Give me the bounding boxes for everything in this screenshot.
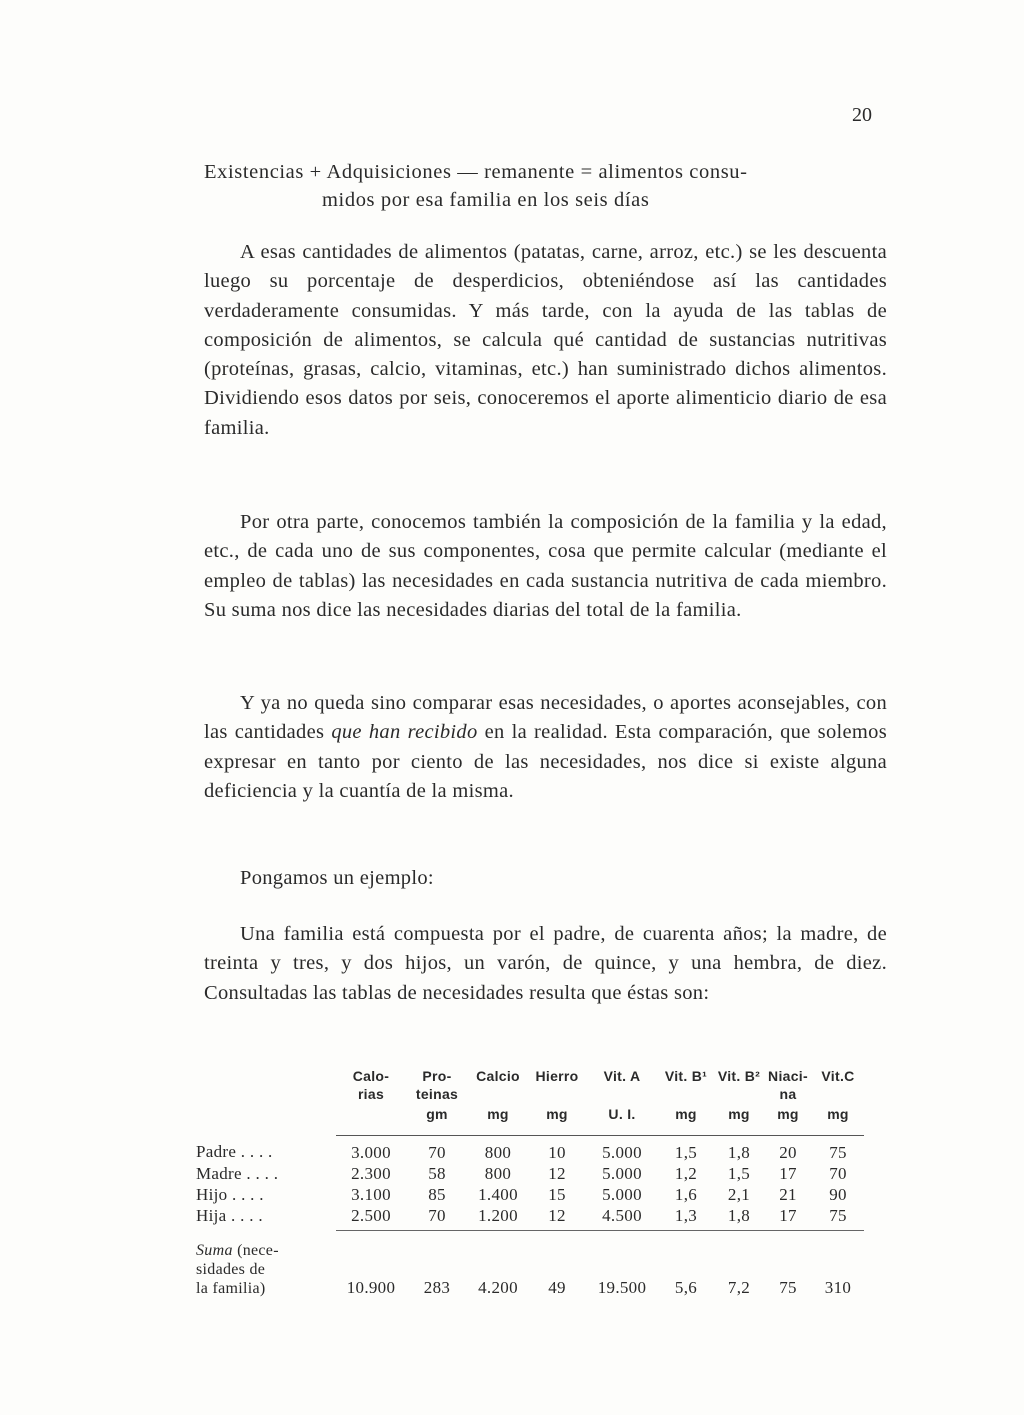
sum-label xyxy=(196,1231,336,1298)
header-unit: U. I. xyxy=(608,1106,636,1122)
table-cell: 1,5 xyxy=(674,1142,698,1162)
header-unit: gm xyxy=(426,1106,448,1122)
paragraph-4-text: Pongamos un ejemplo: xyxy=(240,867,434,889)
table-row xyxy=(196,1136,864,1164)
table-cell: 21 xyxy=(779,1184,797,1204)
header-line: Pro- xyxy=(422,1068,452,1084)
table-cell: 75 xyxy=(829,1142,847,1162)
paragraph-1 xyxy=(204,238,887,443)
sum-cell: 4.200 xyxy=(478,1277,518,1297)
table-cell: 1,3 xyxy=(658,1205,714,1231)
table-header-cell xyxy=(468,1067,528,1136)
paragraph-2 xyxy=(204,508,887,625)
page-number: 20 xyxy=(852,104,872,126)
paragraph-5-text: Una familia está compuesta por el padre, de cuarenta años; la madre, de treinta y tres, y dos hijos, un varón, de quince, y una hembra, de diez. Consultadas las tablas de necesidades resulta que éstas son: xyxy=(204,923,887,1004)
header-line: teinas xyxy=(415,1086,459,1102)
table-cell: 2.300 xyxy=(351,1163,391,1183)
table-cell: 3.000 xyxy=(351,1142,391,1162)
sum-cell: 19.500 xyxy=(597,1277,647,1297)
table-sum-row xyxy=(196,1231,864,1298)
header-line: Calcio xyxy=(476,1068,520,1084)
row-label: Padre . . . . xyxy=(196,1142,273,1162)
row-label: Madre . . . . xyxy=(196,1163,279,1183)
table-cell: 5.000 xyxy=(602,1142,642,1162)
table-header-cell xyxy=(812,1067,864,1136)
table-cell: 12 xyxy=(528,1205,586,1231)
table-cell: 1,5 xyxy=(727,1163,751,1183)
row-label: Hija . . . . xyxy=(196,1205,263,1225)
table-cell: 800 xyxy=(484,1163,512,1183)
row-label: Hijo . . . . xyxy=(196,1184,264,1204)
paragraph-1-text: A esas cantidades de alimentos (patatas, carne, arroz, etc.) se les descuenta luego su porcentaje de desperdicios, obteniéndose así las cantidades verdaderamente consumidas. Y más tarde, con la ayuda de las tablas de composición de alimentos, se calcula qué cantidad de sustancias nutritivas (proteínas, grasas, calcio, vitaminas, etc.) han suministrado dichos alimentos. Dividiendo esos datos por seis, conoceremos el aporte alimenticio diario de esa familia. xyxy=(204,241,887,439)
table-row xyxy=(196,1205,864,1231)
header-line: Calo- xyxy=(352,1068,390,1084)
table-header-cell xyxy=(406,1067,468,1136)
table-cell: 800 xyxy=(484,1142,512,1162)
table-header-cell xyxy=(764,1067,812,1136)
table-cell: 4.500 xyxy=(586,1205,658,1231)
table-cell: 85 xyxy=(428,1184,446,1204)
paragraph-4 xyxy=(204,864,887,893)
table-cell: 1,2 xyxy=(674,1163,698,1183)
paragraph-5 xyxy=(204,920,887,1008)
sum-label-emphasis: Suma xyxy=(196,1241,233,1259)
header-unit: mg xyxy=(675,1106,697,1122)
table-header-cell xyxy=(336,1067,406,1136)
paragraph-3-text-b: en la realidad. Esta comparación, que solemos expresar en tanto por ciento de las necesidades, nos dice si existe alguna deficiencia y la cuantía de la misma. xyxy=(204,721,887,802)
table-header-row xyxy=(196,1067,864,1136)
table-cell: 1,8 xyxy=(714,1205,764,1231)
header-line: Vit. B¹ xyxy=(664,1068,708,1084)
formula-line-2: midos por esa familia en los seis días xyxy=(322,189,650,211)
sum-cell: 310 xyxy=(824,1277,852,1297)
table-cell: 20 xyxy=(779,1142,797,1162)
sum-label-line-1: (nece- xyxy=(232,1241,279,1259)
table-cell: 2,1 xyxy=(727,1184,751,1204)
table-cell: 15 xyxy=(548,1184,566,1204)
header-line: Vit. A xyxy=(603,1068,641,1084)
header-line: Hierro xyxy=(535,1068,579,1084)
table-cell: 17 xyxy=(764,1205,812,1231)
sum-cell: 10.900 xyxy=(346,1277,396,1297)
header-unit: mg xyxy=(777,1106,799,1122)
table-cell: 3.100 xyxy=(351,1184,391,1204)
sum-cell: 75 xyxy=(779,1277,797,1297)
sum-cell: 5,6 xyxy=(674,1277,698,1297)
table-cell: 1.200 xyxy=(468,1205,528,1231)
table-cell: 1,6 xyxy=(674,1184,698,1204)
header-unit: mg xyxy=(546,1106,568,1122)
table-cell: 17 xyxy=(779,1163,797,1183)
table-cell: 75 xyxy=(812,1205,864,1231)
table-row xyxy=(196,1184,864,1205)
table-header-cell xyxy=(658,1067,714,1136)
table-cell: 5.000 xyxy=(602,1184,642,1204)
paragraph-3-emphasis: que han recibido xyxy=(331,721,478,744)
table-cell: 58 xyxy=(428,1163,446,1183)
header-line: Vit.C xyxy=(821,1068,855,1084)
table-header-cell xyxy=(586,1067,658,1136)
table-cell: 12 xyxy=(548,1163,566,1183)
table-cell: 2.500 xyxy=(336,1205,406,1231)
header-line: rias xyxy=(357,1086,385,1102)
sum-label-line-2: sidades de xyxy=(196,1260,266,1278)
table-row xyxy=(196,1163,864,1184)
formula-line-1: Existencias + Adquisiciones — remanente = alimentos consu- xyxy=(204,161,748,183)
header-unit: mg xyxy=(728,1106,750,1122)
table-cell: 70 xyxy=(829,1163,847,1183)
table-cell: 70 xyxy=(406,1205,468,1231)
table-cell: 10 xyxy=(548,1142,566,1162)
table-header-empty xyxy=(196,1067,336,1136)
table-cell: 1.400 xyxy=(478,1184,518,1204)
table-cell: 90 xyxy=(829,1184,847,1204)
table-cell: 70 xyxy=(428,1142,446,1162)
table-cell: 5.000 xyxy=(602,1163,642,1183)
sum-cell: 7,2 xyxy=(727,1277,751,1297)
table-cell: 1,8 xyxy=(727,1142,751,1162)
sum-cell: 49 xyxy=(548,1277,566,1297)
header-line: Vit. B² xyxy=(717,1068,761,1084)
sum-cell: 283 xyxy=(423,1277,451,1297)
table-header-cell xyxy=(714,1067,764,1136)
table-header-cell xyxy=(528,1067,586,1136)
header-line: na xyxy=(779,1086,797,1102)
header-unit: mg xyxy=(487,1106,509,1122)
sum-label-line-3: la familia) xyxy=(196,1279,266,1297)
paragraph-3-text-a: Y ya no queda sino comparar esas necesidades, o aportes aconsejables, con las cantidades xyxy=(204,692,887,744)
header-line: Niaci- xyxy=(768,1068,808,1084)
needs-table xyxy=(196,1067,864,1298)
paragraph-3 xyxy=(204,689,887,806)
paragraph-2-text: Por otra parte, conocemos también la composición de la familia y la edad, etc., de cada uno de sus componentes, cosa que permite calcular (mediante el empleo de tablas) las necesidades en cada sustancia nutritiva de cada miembro. Su suma nos dice las necesidades diarias del total de la familia. xyxy=(204,511,887,621)
formula xyxy=(204,158,894,214)
header-unit: mg xyxy=(827,1106,849,1122)
